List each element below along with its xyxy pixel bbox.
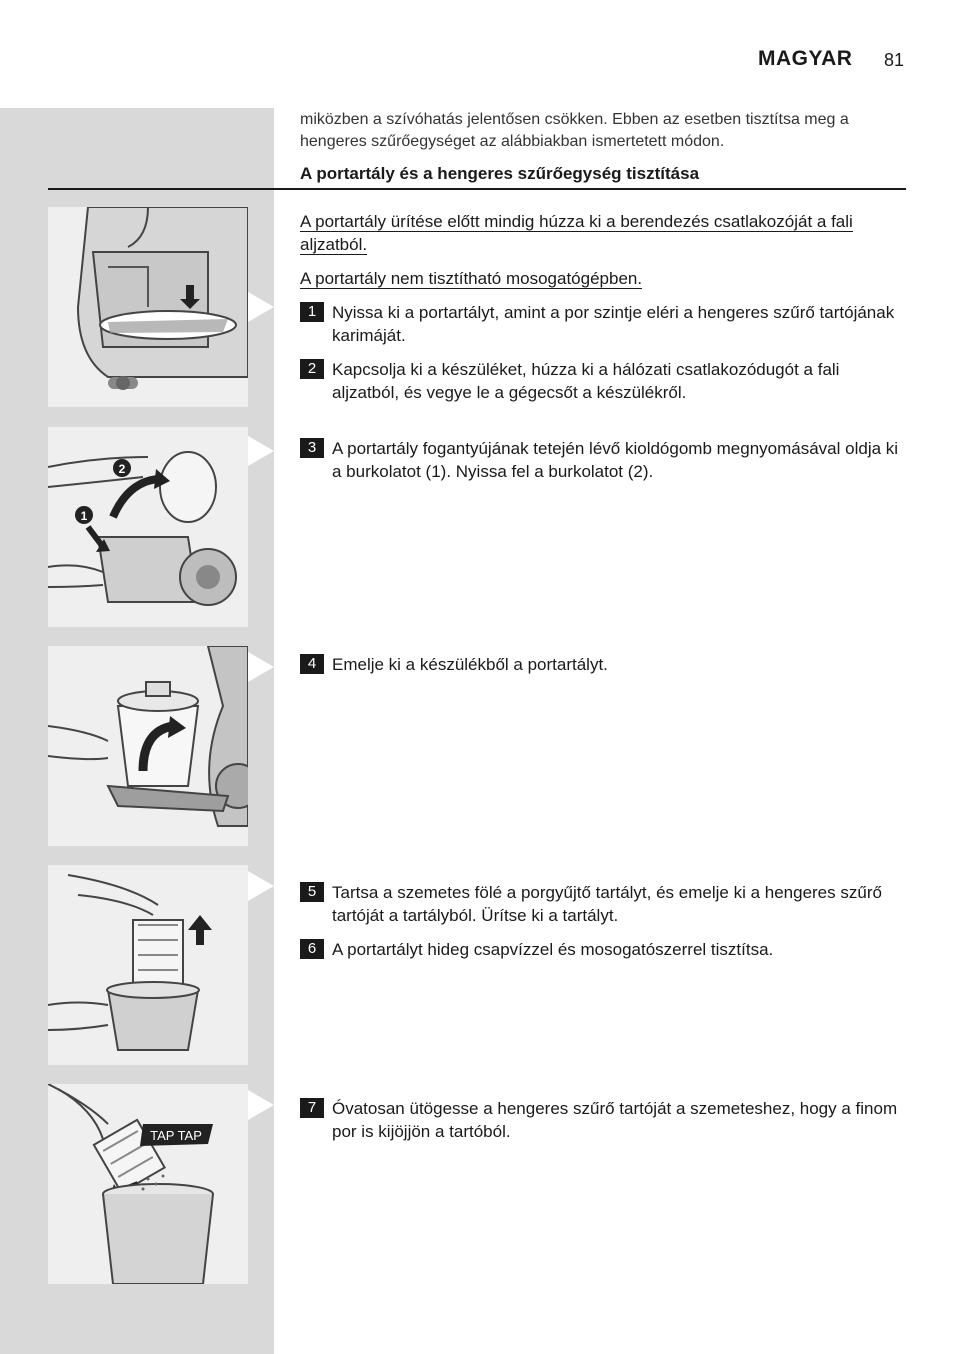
step-number: 7 [300, 1098, 324, 1118]
illustration-dust-container [48, 207, 248, 407]
pointer-5 [248, 1090, 274, 1120]
step-number: 6 [300, 939, 324, 959]
step-text: Tartsa a szemetes fölé a porgyűjtő tartályt, és emelje ki a hengeres szűrő tartóját a tartályból. Ürítse ki a tartályt. [332, 883, 882, 925]
warning-unplug: A portartály ürítése előtt mindig húzza ki a berendezés csatlakozóját a fali aljzatból. [300, 212, 853, 254]
page-number: 81 [884, 50, 905, 70]
warning-dishwasher: A portartály nem tisztítható mosogatógépben. [300, 269, 643, 288]
step-number: 4 [300, 654, 324, 674]
step-1 [300, 301, 900, 347]
step-number: 1 [300, 302, 324, 322]
illustration-open-lid [48, 427, 248, 627]
pointer-4 [248, 871, 274, 901]
step-6 [300, 938, 900, 961]
step-7 [300, 1097, 900, 1143]
step-text: A portartály fogantyújának tetején lévő kioldógomb megnyomásával oldja ki a burkolatot (1). Nyissa fel a burkolatot (2). [332, 439, 899, 481]
step-number: 5 [300, 882, 324, 902]
pointer-1 [248, 292, 274, 322]
step-3 [300, 437, 900, 483]
step-2 [300, 358, 900, 404]
step-text: Emelje ki a készülékből a portartályt. [332, 655, 608, 674]
pointer-3 [248, 652, 274, 682]
step-text: Nyissa ki a portartályt, amint a por szintje eléri a hengeres szűrő tartójának karimáját. [332, 303, 895, 345]
intro-paragraph: miközben a szívóhatás jelentősen csökken. Ebben az esetben tisztítsa meg a hengeres szűrőegységet az alábbiakban ismertetett módon. [300, 111, 849, 150]
step-4 [300, 653, 900, 676]
header-language: MAGYAR [758, 47, 853, 70]
step-text: Kapcsolja ki a készüléket, húzza ki a hálózati csatlakozódugót a fali aljzatból, és vegye le a gégecsőt a készülékről. [332, 360, 840, 402]
illustration-remove-filter [48, 865, 248, 1065]
callout-2: 2 [118, 462, 126, 476]
step-5 [300, 881, 900, 927]
step-text: A portartályt hideg csapvízzel és mosogatószerrel tisztítsa. [332, 940, 774, 959]
step-number: 2 [300, 359, 324, 379]
illustration-lift-container [48, 646, 248, 846]
step-number: 3 [300, 438, 324, 458]
tap-tap-label: TAP TAP [150, 1128, 202, 1143]
callout-1: 1 [80, 509, 88, 523]
illustration-tap-filter [48, 1084, 248, 1284]
section-title: A portartály és a hengeres szűrőegység tisztítása [300, 164, 700, 183]
pointer-2 [248, 436, 274, 466]
section-rule [48, 188, 906, 190]
step-text: Óvatosan ütögesse a hengeres szűrő tartóját a szemeteshez, hogy a finom por is kijöjjön a tartóból. [332, 1099, 898, 1141]
